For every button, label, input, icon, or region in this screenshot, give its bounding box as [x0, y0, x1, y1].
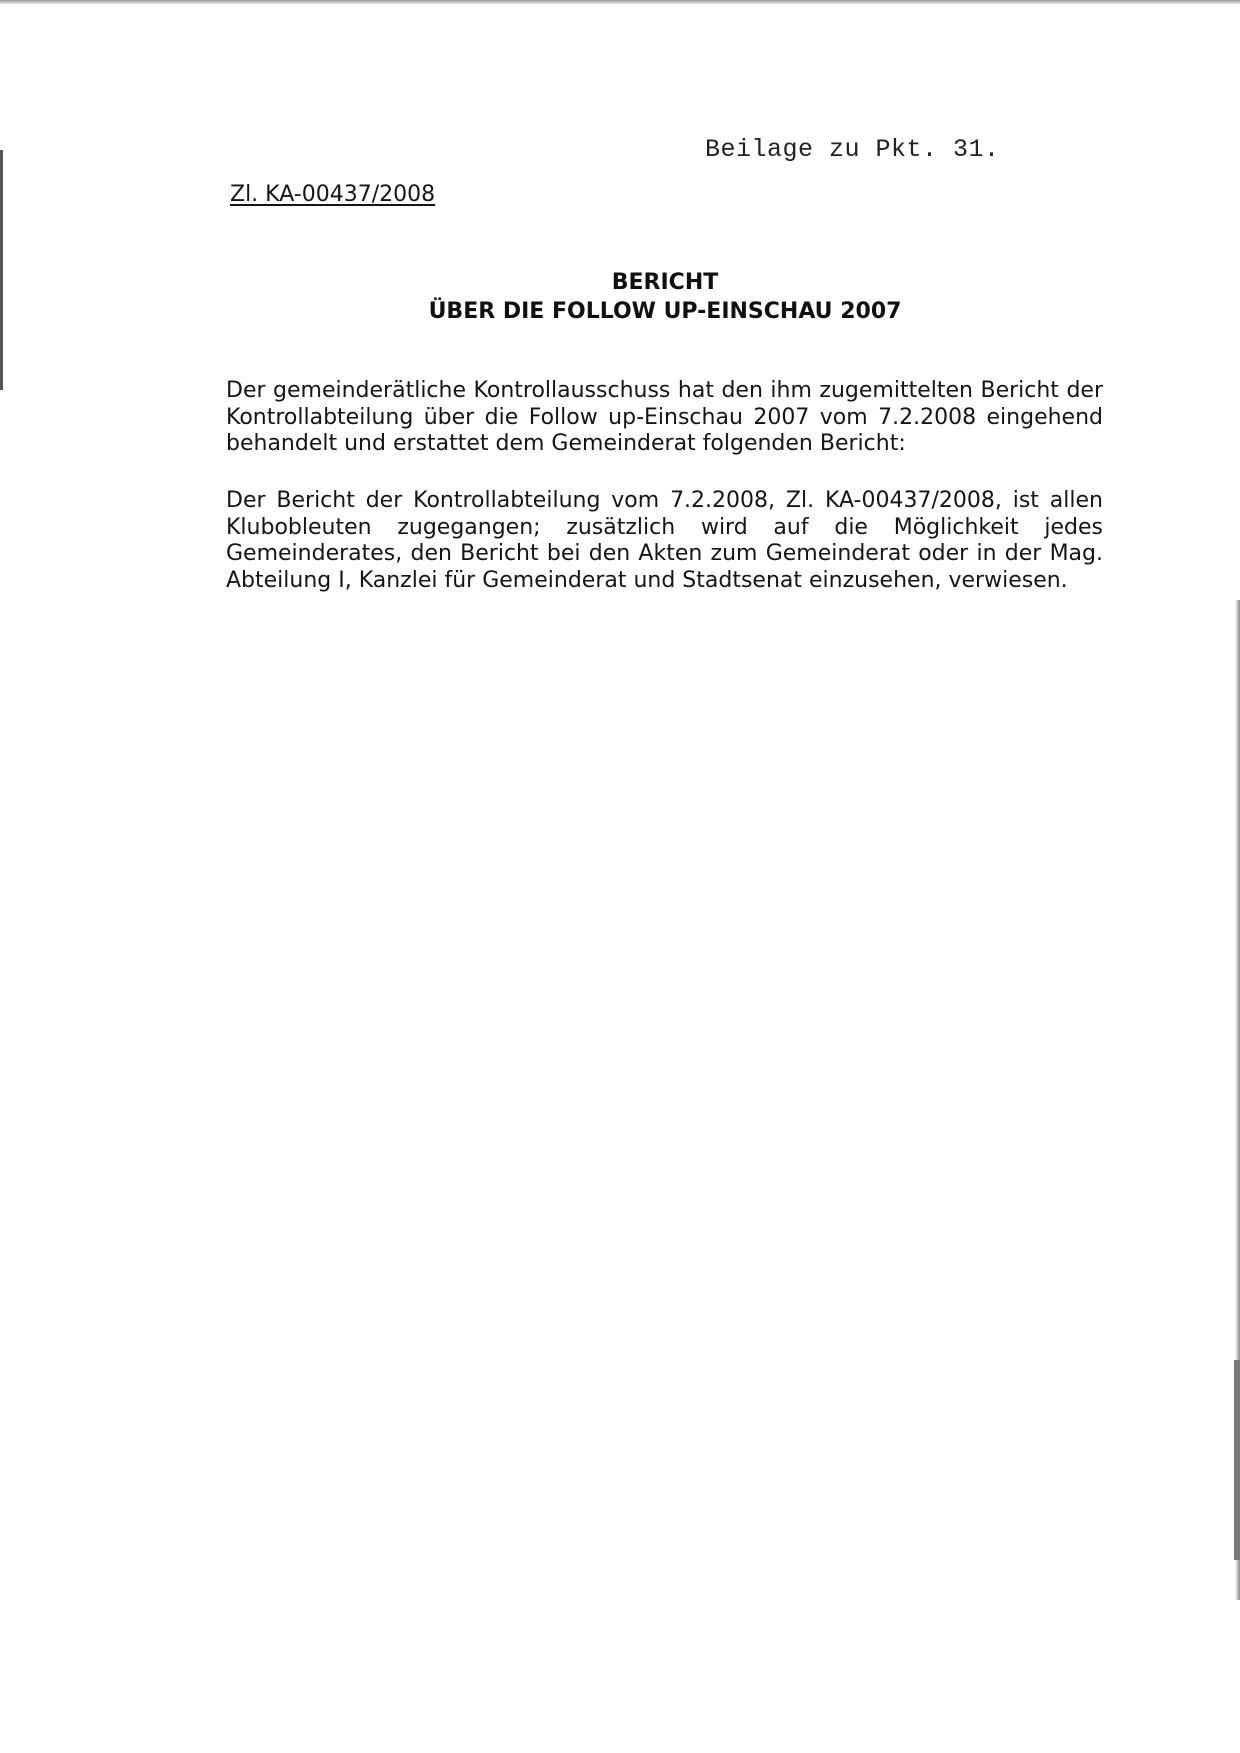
paragraph-distribution-note: Der Bericht der Kontrollabteilung vom 7.2.2008, Zl. KA-00437/2008, ist allen Klubobleuten zugegangen; zusätzlich wird auf die Möglichkeit jedes Gemeinderates, den Bericht bei den Akten zum Gemeinderat oder in der Mag. Abteilung I, Kanzlei für Gemeinderat und Stadtsenat einzusehen, verwiesen.	[226, 488, 1103, 593]
attachment-note: Beilage zu Pkt. 31.	[705, 135, 1000, 164]
scan-edge-left	[0, 150, 3, 390]
scan-edge-top	[0, 0, 1240, 4]
document-title	[380, 268, 950, 326]
paragraph-committee-report: Der gemeinderätliche Kontrollausschuss hat den ihm zugemittelten Bericht der Kontrollabteilung über die Follow up-Einschau 2007 vom 7.2.2008 eingehend behandelt und erstattet dem Gemeinderat folgenden Bericht:	[226, 378, 1103, 456]
title-line-1: BERICHT	[611, 270, 719, 295]
reference-number: Zl. KA-00437/2008	[230, 182, 436, 207]
title-line-2: ÜBER DIE FOLLOW UP-EINSCHAU 2007	[428, 299, 902, 324]
scan-edge-right-dark	[1234, 1360, 1240, 1560]
